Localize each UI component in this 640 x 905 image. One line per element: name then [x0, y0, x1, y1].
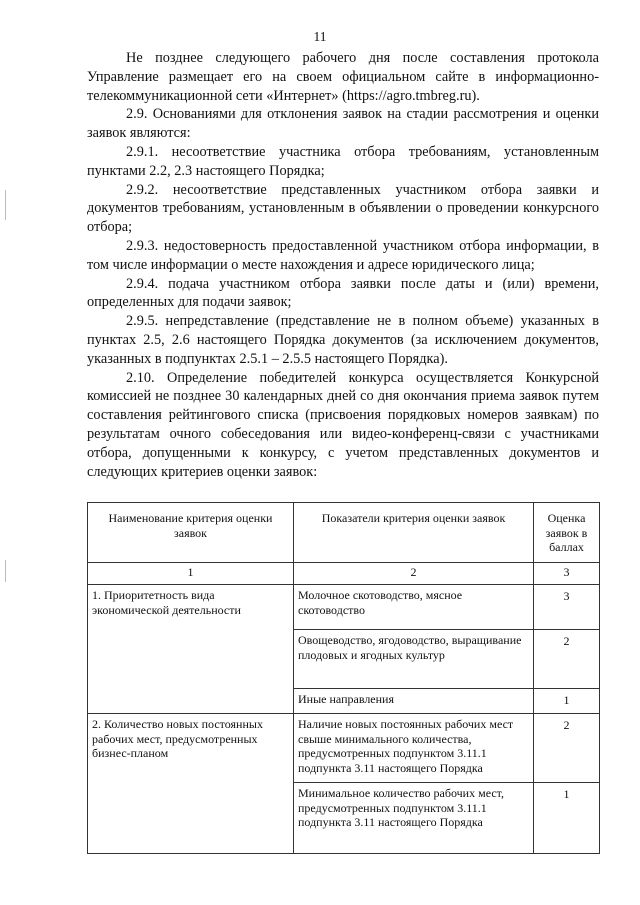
indicator-text: Овощеводство, ягодоводство, выращивание плодовых и ягодных культур: [294, 630, 534, 689]
paragraph-2-9-1: 2.9.1. несоответствие участника отбора требованиям, установленным пунктами 2.2, 2.3 настоящего Порядка;: [87, 143, 599, 179]
paragraph-2-9-5: 2.9.5. непредставление (представление не в полном объеме) указанных в пунктах 2.5, 2.6 настоящего Порядка документов (за исключением документов, указанных в подпунктах 2.5.1 – 2.5.5 настоящего Порядка).: [87, 313, 599, 367]
paragraph-2-10: 2.10. Определение победителей конкурса осуществляется Конкурсной комиссией не позднее 30 календарных дней со дня окончания приема заявок путем составления рейтингового списка (присвоения порядковых номеров заявкам) по результатам очного собеседования или видео-конференц-связи с участниками отбора, допущенными к конкурсу, с учетом представленных документов и следующих критериев оценки заявок:: [87, 369, 599, 480]
table-row: [88, 714, 600, 783]
column-number: 2: [294, 563, 534, 585]
column-number-row: [88, 563, 600, 585]
scan-artifact: [5, 560, 6, 582]
header-criterion-indicators: Показатели критерия оценки заявок: [294, 503, 534, 563]
indicator-text: Молочное скотоводство, мясное скотоводство: [294, 585, 534, 630]
header-criterion-name: Наименование критерия оценки заявок: [88, 503, 294, 563]
indicator-text: Минимальное количество рабочих мест, предусмотренных подпунктом 3.11.1 подпункта 3.11 настоящего Порядка: [294, 783, 534, 854]
header-score: Оценка заявок в баллах: [534, 503, 600, 563]
criterion-name: 2. Количество новых постоянных рабочих мест, предусмотренных бизнес-планом: [88, 714, 294, 854]
indicator-text: Иные направления: [294, 689, 534, 714]
indicator-score: 2: [534, 714, 600, 783]
column-number: 3: [534, 563, 600, 585]
criterion-name: 1. Приоритетность вида экономической деятельности: [88, 585, 294, 714]
paragraph-2-9: 2.9. Основаниями для отклонения заявок на стадии рассмотрения и оценки заявок являются:: [87, 106, 599, 142]
paragraph-2-9-4: 2.9.4. подача участником отбора заявки после даты и (или) времени, определенных для подачи заявок;: [87, 275, 599, 311]
indicator-score: 3: [534, 585, 600, 630]
scan-artifact: [5, 190, 6, 220]
table-row: [88, 585, 600, 630]
column-number: 1: [88, 563, 294, 585]
indicator-text: Наличие новых постоянных рабочих мест свыше минимального количества, предусмотренных подпунктом 3.11.1 подпункта 3.11 настоящего Порядка: [294, 714, 534, 783]
indicator-score: 1: [534, 783, 600, 854]
table-header-row: [88, 503, 600, 563]
indicator-score: 2: [534, 630, 600, 689]
indicator-score: 1: [534, 689, 600, 714]
paragraph-protocol-publication: Не позднее следующего рабочего дня после составления протокола Управление размещает его на своем официальном сайте в информационно-телекоммуникационной сети «Интернет» (https://agro.tmbreg.ru).: [87, 50, 599, 104]
criteria-table: [87, 502, 600, 854]
document-body: [87, 49, 599, 481]
paragraph-2-9-2: 2.9.2. несоответствие представленных участником отбора заявки и документов требованиям, установленным в объявлении о проведении конкурсного отбора;: [87, 181, 599, 236]
paragraph-2-9-3: 2.9.3. недостоверность предоставленной участником отбора информации, в том числе информации о месте нахождения и адресе юридического лица;: [87, 237, 599, 273]
page-number: 11: [313, 29, 327, 44]
